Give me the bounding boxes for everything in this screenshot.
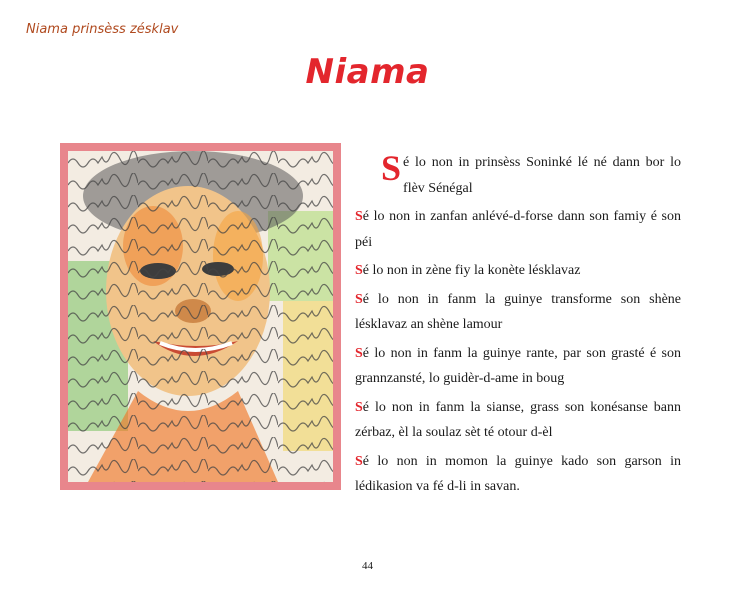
paragraph: Sé lo non in prinsèss Soninké lé né dann bor lo flèv Sénégal <box>381 148 681 196</box>
portrait-painting <box>68 151 333 482</box>
running-head: Niama prinsèss zésklav <box>26 22 179 37</box>
page-number: 44 <box>362 560 373 572</box>
paragraph: Sé lo non in zène fiy la konète lésklavaz <box>355 263 581 278</box>
paragraph: Sé lo non in momon la guinye kado son garson in lédikasion va fé d-li in savan. <box>355 453 681 494</box>
paragraph: Sé lo non in zanfan anlévé-d-forse dann son famiy é son péi <box>355 209 681 250</box>
drop-cap: S <box>381 148 402 188</box>
paragraph: Sé lo non in fanm la sianse, grass son konésanse bann zérbaz, èl la soulaz sèt té otour d-èl <box>355 399 681 440</box>
portrait-illustration <box>60 143 341 490</box>
chapter-title: Niama <box>305 52 430 92</box>
poem-text <box>355 150 681 503</box>
paragraph: Sé lo non in fanm la guinye rante, par son grasté é son grannzansté, lo guidèr-d-ame in boug <box>355 345 681 386</box>
paragraph: Sé lo non in fanm la guinye transforme son shène lésklavaz an shène lamour <box>355 291 681 332</box>
